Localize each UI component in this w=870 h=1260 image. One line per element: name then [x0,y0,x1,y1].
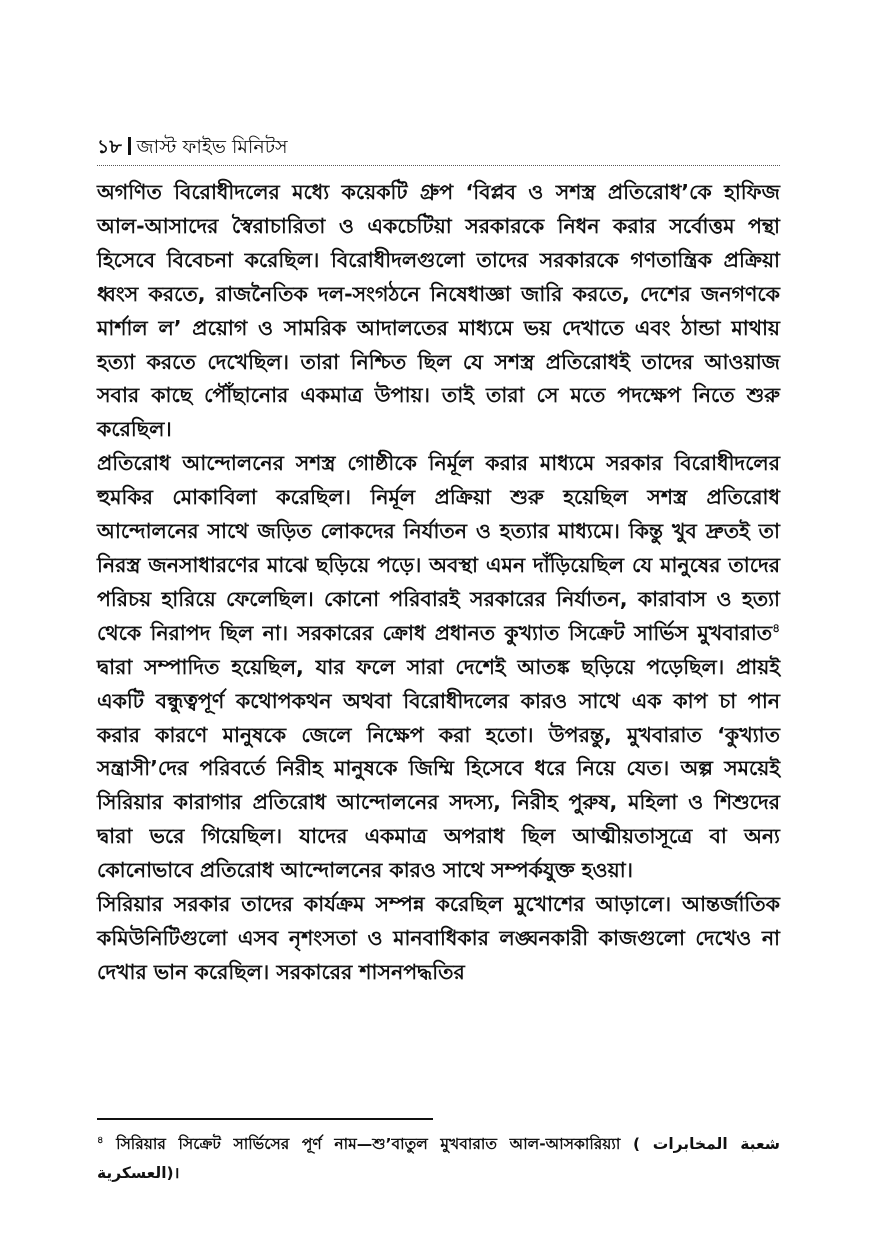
header-dotted-rule [97,165,780,166]
paragraph-1: অগণিত বিরোধীদলের মধ্যে কয়েকটি গ্রুপ ‘বিপ্লব ও সশস্ত্র প্রতিরোধ’কে হাফিজ আল-আসাদের স্বৈরাচারিতা ও একচেটিয়া সরকারকে নিধন করার সর্বোত্তম পন্থা হিসেবে বিবেচনা করেছিল। বিরোধীদলগুলো তাদের সরকারকে গণতান্ত্রিক প্রক্রিয়া ধ্বংস করতে, রাজনৈতিক দল-সংগঠনে নিষেধাজ্ঞা জারি করতে, দেশের জনগণকে মার্শাল ল’ প্রয়োগ ও সামরিক আদালতের মাধ্যমে ভয় দেখাতে এবং ঠান্ডা মাথায় হত্যা করতে দেখেছিল। তারা নিশ্চিত ছিল যে সশস্ত্র প্রতিরোধই তাদের আওয়াজ সবার কাছে পৌঁছানোর একমাত্র উপায়। তাই তারা সে মতে পদক্ষেপ নিতে শুরু করেছিল। [97,180,780,442]
footnote [97,1130,780,1188]
running-header [97,134,288,160]
page-number: ১৮ [97,136,122,158]
paragraph-2 [97,447,780,888]
footnote-closing: )। [166,1164,180,1182]
paragraph-2-part-1: প্রতিরোধ আন্দোলনের সশস্ত্র গোষ্ঠীকে নির্মূল করার মাধ্যমে সরকার বিরোধীদলের হুমকির মোকাবিলা করেছিল। নির্মূল প্রক্রিয়া শুরু হয়েছিল সশস্ত্র প্রতিরোধ আন্দোলনের সাথে জড়িত লোকদের নির্যাতন ও হত্যার মাধ্যমে। কিন্তু খুব দ্রুতই তা নিরস্ত্র জনসাধারণের মাঝে ছড়িয়ে পড়ে। অবস্থা এমন দাঁড়িয়েছিল যে মানুষের তাদের পরিচয় হারিয়ে ফেলেছিল। কোনো পরিবারই সরকারের নির্যাতন, কারাবাস ও হত্যা থেকে নিরাপদ ছিল না। সরকারের ক্রোধ প্রধানত কুখ্যাত সিক্রেট সার্ভিস মুখবারাত [97,451,780,645]
running-book-title: জাস্ট ফাইভ মিনিটস [136,136,288,158]
paragraph-2-part-2: দ্বারা সম্পাদিত হয়েছিল, যার ফলে সারা দেশেই আতঙ্ক ছড়িয়ে পড়েছিল। প্রায়ই একটি বন্ধুত্বপূর্ণ কথোপকথন অথবা বিরোধীদলের কারও সাথে এক কাপ চা পান করার কারণে মানুষকে জেলে নিক্ষেপ করা হতো। উপরন্তু, মুখবারাত ‘কুখ্যাত সন্ত্রাসী’দের পরিবর্তে নিরীহ মানুষকে জিম্মি হিসেবে ধরে নিয়ে যেত। অল্প সময়েই সিরিয়ার কারাগার প্রতিরোধ আন্দোলনের সদস্য, নিরীহ পুরুষ, মহিলা ও শিশুদের দ্বারা ভরে গিয়েছিল। যাদের একমাত্র অপরাধ ছিল আত্মীয়তাসূত্রে বা অন্য কোনোভাবে প্রতিরোধ আন্দোলনের কারও সাথে সম্পর্কযুক্ত হওয়া। [97,654,780,883]
footnote-marker: ৪ [97,1134,104,1146]
footnote-text: সিরিয়ার সিক্রেট সার্ভিসের পূর্ণ নাম—শু’বাতুল মুখবারাত আল-আসকারিয়্যা ( [103,1135,653,1153]
paragraph-3: সিরিয়ার সরকার তাদের কার্যক্রম সম্পন্ন করেছিল মুখোশের আড়ালে। আন্তর্জাতিক কমিউনিটিগুলো এসব নৃশংসতা ও মানবাধিকার লঙ্ঘনকারী কাজগুলো দেখেও না দেখার ভান করেছিল। সরকারের শাসনপদ্ধতির [97,892,780,984]
footnote-arabic-term: شعبة المخابرات العسكرية [97,1135,780,1182]
footnote-rule [97,1118,433,1120]
body-text [97,176,780,990]
header-separator [128,137,131,155]
footnote-reference[interactable]: ৪ [772,620,780,635]
